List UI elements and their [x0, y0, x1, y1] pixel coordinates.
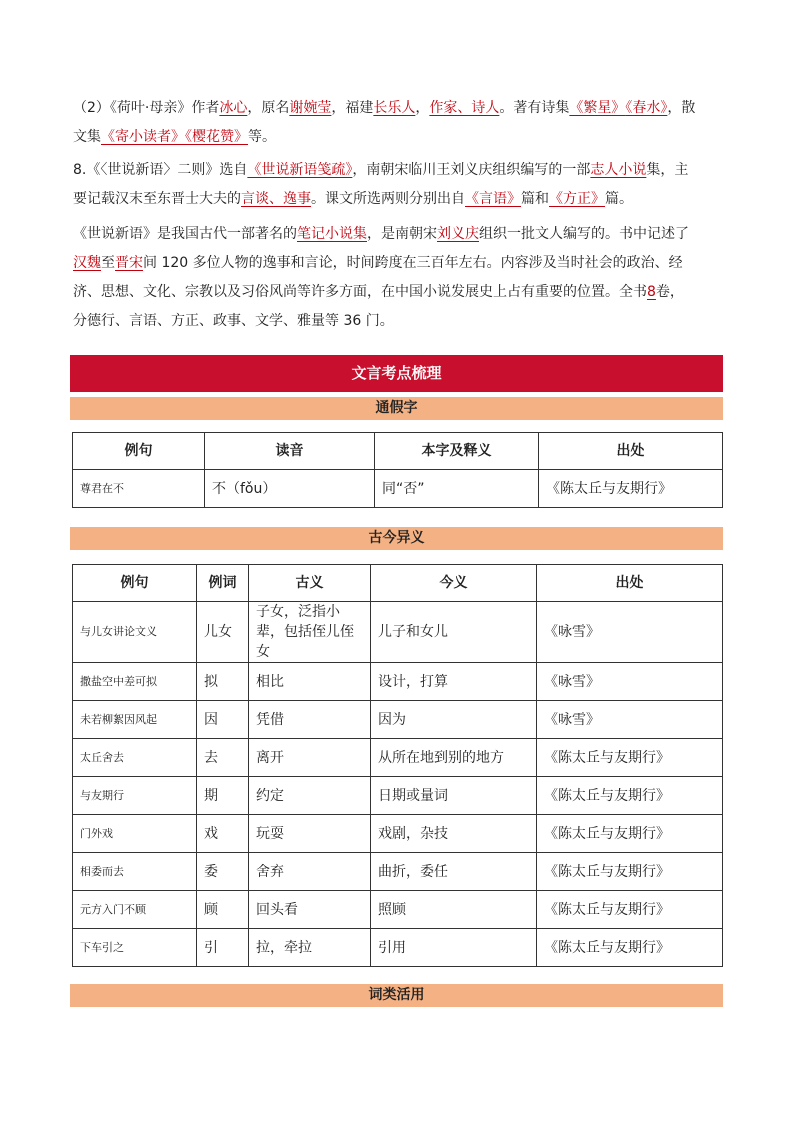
- section-banner-tongjiazi: 通假字: [70, 397, 723, 420]
- table-row: [73, 853, 723, 891]
- table-cell: 曲折，委任: [371, 853, 537, 891]
- table-cell: 引用: [371, 929, 537, 967]
- table-row: [73, 815, 723, 853]
- text-segment: 。著有诗集: [499, 100, 570, 116]
- table-cell: 相比: [249, 663, 371, 701]
- table-cell: 顾: [197, 891, 249, 929]
- highlighted-term: 言谈、逸事: [241, 191, 311, 207]
- table-cell: 委: [197, 853, 249, 891]
- section-banner-main: 文言考点梳理: [70, 355, 723, 392]
- gujin-table: [72, 564, 723, 967]
- text-segment: 。课文所选两则分别出自: [311, 191, 465, 207]
- para-line: [73, 100, 695, 116]
- text-segment: 篇。: [605, 191, 633, 207]
- highlighted-term: 《方正》: [549, 191, 605, 207]
- book-intro-paragraph: [73, 220, 725, 336]
- text-segment: 8.《〈世说新语〉二则》选自: [73, 162, 248, 178]
- source-intro-paragraph: [73, 156, 725, 214]
- highlighted-term: 《樱花赞》: [185, 129, 248, 145]
- table-cell: 从所在地到别的地方: [371, 739, 537, 777]
- example-sentence: 未若柳絮因风起: [73, 701, 197, 739]
- table-row: [73, 777, 723, 815]
- table-cell: 子女，泛指小辈，包括侄儿侄女: [249, 602, 371, 663]
- table-header-row: [73, 433, 723, 470]
- highlighted-term: 志人小说: [590, 162, 647, 178]
- table-cell: 《陈太丘与友期行》: [537, 853, 723, 891]
- table-cell: 回头看: [249, 891, 371, 929]
- highlighted-term: 汉魏: [73, 255, 101, 271]
- example-sentence: 相委而去: [73, 853, 197, 891]
- header-cell: 例句: [73, 565, 197, 602]
- table-cell: 约定: [249, 777, 371, 815]
- table-cell: 《陈太丘与友期行》: [537, 929, 723, 967]
- text-segment: 篇和: [521, 191, 549, 207]
- highlighted-term: 《春水》: [625, 100, 668, 116]
- text-segment: 卷，: [655, 284, 684, 300]
- table-row: [73, 739, 723, 777]
- text-segment: 组织一批文人编写的。书中记述了: [479, 226, 689, 242]
- header-cell: 本字及释义: [375, 433, 539, 470]
- header-cell: 今义: [371, 565, 537, 602]
- para-line: [73, 191, 633, 207]
- table-cell: 戏剧，杂技: [371, 815, 537, 853]
- table-cell: 拟: [197, 663, 249, 701]
- highlighted-term: 刘义庆: [437, 226, 479, 242]
- table-cell: 拉，牵拉: [249, 929, 371, 967]
- example-sentence: 尊君在不: [73, 470, 205, 508]
- section-banner-gujin: 古今异义: [70, 527, 723, 550]
- table-cell: 凭借: [249, 701, 371, 739]
- para-line: [73, 255, 683, 271]
- text-segment: 文集: [73, 129, 101, 145]
- example-sentence: 撒盐空中差可拟: [73, 663, 197, 701]
- text-segment: 济、思想、文化、宗教以及习俗风尚等许多方面，在中国小说发展史上占有重要的位置。全书: [73, 284, 647, 300]
- table-cell: 《咏雪》: [537, 701, 723, 739]
- highlighted-term: 《繁星》: [569, 100, 626, 116]
- highlighted-term: 8: [647, 284, 656, 300]
- table-row: [73, 701, 723, 739]
- table-cell: 因: [197, 701, 249, 739]
- table-cell: 《咏雪》: [537, 602, 723, 663]
- table-cell: 设计，打算: [371, 663, 537, 701]
- table-row: [73, 602, 723, 663]
- para-line: [73, 226, 689, 242]
- section-banner-cilei: 词类活用: [70, 984, 723, 1007]
- highlighted-term: 长乐人: [373, 100, 416, 116]
- para-line: [73, 313, 394, 329]
- text-segment: ，是南朝宋: [367, 226, 437, 242]
- text-segment: （2）《荷叶·母亲》作者: [73, 100, 220, 116]
- example-sentence: 与友期行: [73, 777, 197, 815]
- highlighted-term: 谢婉莹: [289, 100, 332, 116]
- text-segment: 至: [101, 255, 115, 271]
- table-cell: 引: [197, 929, 249, 967]
- text-segment: 间 120 多位人物的逸事和言论，时间跨度在三百年左右。内容涉及当时社会的政治、经: [143, 255, 683, 271]
- table-cell: 期: [197, 777, 249, 815]
- header-cell: 古义: [249, 565, 371, 602]
- highlighted-term: 《世说新语笺疏》: [247, 162, 353, 178]
- para-line: [73, 162, 688, 178]
- para-line: [73, 129, 276, 145]
- highlighted-term: 笔记小说集: [297, 226, 367, 242]
- text-segment: ，: [415, 100, 430, 116]
- highlighted-term: 《言语》: [465, 191, 521, 207]
- header-cell: 读音: [205, 433, 375, 470]
- example-sentence: 门外戏: [73, 815, 197, 853]
- text-segment: ，散: [667, 100, 696, 116]
- example-sentence: 下车引之: [73, 929, 197, 967]
- header-cell: 例词: [197, 565, 249, 602]
- table-cell: 儿女: [197, 602, 249, 663]
- table-cell: 《陈太丘与友期行》: [537, 815, 723, 853]
- table-cell: 儿子和女儿: [371, 602, 537, 663]
- table-cell: 因为: [371, 701, 537, 739]
- header-cell: 出处: [537, 565, 723, 602]
- text-segment: ，福建: [331, 100, 374, 116]
- table-cell: 离开: [249, 739, 371, 777]
- example-sentence: 太丘舍去: [73, 739, 197, 777]
- text-segment: 分德行、言语、方正、政事、文学、雅量等 36 门。: [73, 313, 394, 329]
- table-row: [73, 663, 723, 701]
- highlighted-term: 《寄小读者》: [101, 129, 185, 145]
- highlighted-term: 晋宋: [115, 255, 143, 271]
- table-cell: 舍弃: [249, 853, 371, 891]
- table-cell: 《陈太丘与友期行》: [537, 777, 723, 815]
- table-row: [73, 929, 723, 967]
- table-cell: 《陈太丘与友期行》: [537, 891, 723, 929]
- text-segment: 《世说新语》是我国古代一部著名的: [73, 226, 297, 242]
- example-sentence: 元方入门不顾: [73, 891, 197, 929]
- table-cell: 《陈太丘与友期行》: [539, 470, 723, 508]
- author-intro-paragraph: [73, 94, 725, 152]
- text-segment: 集，主: [646, 162, 689, 178]
- table-cell: 照顾: [371, 891, 537, 929]
- text-segment: ，原名: [247, 100, 290, 116]
- table-cell: 玩耍: [249, 815, 371, 853]
- highlighted-term: 冰心: [219, 100, 248, 116]
- table-header-row: [73, 565, 723, 602]
- highlighted-term: 作家、诗人: [429, 100, 500, 116]
- tongjiazi-table: [72, 432, 723, 508]
- table-cell: 《咏雪》: [537, 663, 723, 701]
- header-cell: 出处: [539, 433, 723, 470]
- table-cell: 同“否”: [375, 470, 539, 508]
- text-segment: 要记载汉末至东晋士大夫的: [73, 191, 241, 207]
- table-row: [73, 891, 723, 929]
- header-cell: 例句: [73, 433, 205, 470]
- table-cell: 戏: [197, 815, 249, 853]
- example-sentence: 与儿女讲论文义: [73, 602, 197, 663]
- text-segment: 等。: [248, 129, 276, 145]
- table-cell: 不（fǒu）: [205, 470, 375, 508]
- para-line: [73, 284, 684, 300]
- table-cell: 去: [197, 739, 249, 777]
- table-cell: 《陈太丘与友期行》: [537, 739, 723, 777]
- table-cell: 日期或量词: [371, 777, 537, 815]
- table-row: [73, 470, 723, 508]
- text-segment: ，南朝宋临川王刘义庆组织编写的一部: [352, 162, 591, 178]
